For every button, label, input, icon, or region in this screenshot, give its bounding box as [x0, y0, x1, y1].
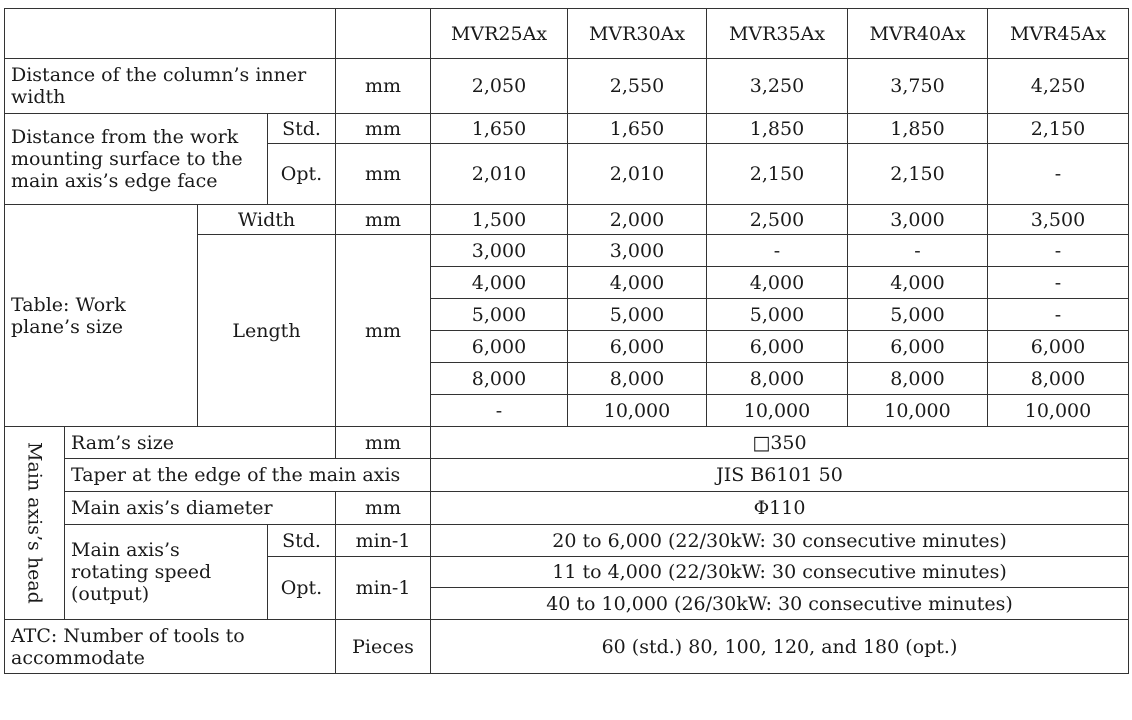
table-length-unit: mm [336, 235, 431, 427]
rotating-speed-opt-value: 40 to 10,000 (26/30kW: 30 consecutive minutes) [431, 588, 1129, 620]
table-row [5, 59, 1129, 114]
table-row [5, 114, 1129, 144]
table-length-value: 10,000 [707, 395, 848, 427]
table-size-label: Table: Work plane’s size [5, 205, 198, 427]
table-width-value: 3,500 [988, 205, 1129, 235]
table-length-value: 4,000 [848, 267, 988, 299]
header-model-1: MVR25Ax [431, 9, 568, 59]
header-blank-cell [5, 9, 336, 59]
column-width-value: 3,750 [848, 59, 988, 114]
table-length-value: 6,000 [707, 331, 848, 363]
ram-size-value: □350 [431, 427, 1129, 459]
table-length-value: 6,000 [431, 331, 568, 363]
table-length-value: - [988, 299, 1129, 331]
work-distance-opt-value: 2,010 [431, 144, 568, 205]
rotating-speed-unit: min-1 [336, 525, 431, 557]
spec-table [4, 8, 1129, 674]
work-distance-std-value: 1,850 [848, 114, 988, 144]
work-distance-unit: mm [336, 144, 431, 205]
column-width-value: 2,050 [431, 59, 568, 114]
work-distance-opt-value: 2,010 [568, 144, 707, 205]
table-width-value: 1,500 [431, 205, 568, 235]
table-length-value: 4,000 [707, 267, 848, 299]
atc-label: ATC: Number of tools to accommodate [5, 620, 336, 674]
table-row [5, 459, 1129, 492]
work-distance-opt-value: - [988, 144, 1129, 205]
main-axis-head-label: Main axis’s head [5, 427, 65, 620]
header-model-3: MVR35Ax [707, 9, 848, 59]
table-length-value: - [988, 267, 1129, 299]
table-length-value: 5,000 [568, 299, 707, 331]
table-length-value: 8,000 [431, 363, 568, 395]
taper-label: Taper at the edge of the main axis [65, 459, 431, 492]
table-length-value: 8,000 [707, 363, 848, 395]
table-length-value: 5,000 [848, 299, 988, 331]
ram-size-label: Ram’s size [65, 427, 336, 459]
table-row [5, 492, 1129, 525]
work-distance-opt-value: 2,150 [707, 144, 848, 205]
work-distance-std-value: 2,150 [988, 114, 1129, 144]
table-row [5, 525, 1129, 557]
diameter-value: Φ110 [431, 492, 1129, 525]
column-width-value: 4,250 [988, 59, 1129, 114]
table-length-value: 8,000 [848, 363, 988, 395]
ram-size-unit: mm [336, 427, 431, 459]
table-row [5, 205, 1129, 235]
column-width-value: 3,250 [707, 59, 848, 114]
column-width-label: Distance of the column’s inner width [5, 59, 336, 114]
table-length-value: 5,000 [431, 299, 568, 331]
table-length-value: 8,000 [988, 363, 1129, 395]
work-distance-std-label: Std. [268, 114, 336, 144]
header-model-2: MVR30Ax [568, 9, 707, 59]
table-length-value: 8,000 [568, 363, 707, 395]
table-length-value: 3,000 [568, 235, 707, 267]
column-width-value: 2,550 [568, 59, 707, 114]
table-width-value: 2,000 [568, 205, 707, 235]
table-row [5, 427, 1129, 459]
table-width-unit: mm [336, 205, 431, 235]
table-length-value: 3,000 [431, 235, 568, 267]
table-length-value: - [431, 395, 568, 427]
work-distance-std-value: 1,650 [431, 114, 568, 144]
table-length-label: Length [198, 235, 336, 427]
table-length-value: 10,000 [568, 395, 707, 427]
taper-value: JIS B6101 50 [431, 459, 1129, 492]
work-distance-std-value: 1,850 [707, 114, 848, 144]
table-length-value: 6,000 [988, 331, 1129, 363]
table-length-value: - [988, 235, 1129, 267]
work-distance-std-value: 1,650 [568, 114, 707, 144]
table-length-value: - [707, 235, 848, 267]
work-distance-opt-value: 2,150 [848, 144, 988, 205]
rotating-speed-unit: min-1 [336, 557, 431, 620]
diameter-label: Main axis’s diameter [65, 492, 336, 525]
rotating-speed-opt-value: 11 to 4,000 (22/30kW: 30 consecutive minutes) [431, 557, 1129, 588]
table-length-value: 10,000 [848, 395, 988, 427]
spec-table-container [4, 8, 1129, 674]
rotating-speed-opt-label: Opt. [268, 557, 336, 620]
table-length-value: 6,000 [848, 331, 988, 363]
rotating-speed-std-value: 20 to 6,000 (22/30kW: 30 consecutive minutes) [431, 525, 1129, 557]
table-length-value: 6,000 [568, 331, 707, 363]
table-length-value: 4,000 [431, 267, 568, 299]
work-distance-unit: mm [336, 114, 431, 144]
atc-value: 60 (std.) 80, 100, 120, and 180 (opt.) [431, 620, 1129, 674]
rotating-speed-std-label: Std. [268, 525, 336, 557]
header-unit-cell [336, 9, 431, 59]
table-length-value: 4,000 [568, 267, 707, 299]
work-distance-opt-label: Opt. [268, 144, 336, 205]
table-row [5, 620, 1129, 674]
table-width-label: Width [198, 205, 336, 235]
header-model-4: MVR40Ax [848, 9, 988, 59]
header-model-5: MVR45Ax [988, 9, 1129, 59]
work-distance-label: Distance from the work mounting surface to the main axis’s edge face [5, 114, 268, 205]
header-row [5, 9, 1129, 59]
table-length-value: 5,000 [707, 299, 848, 331]
table-length-value: 10,000 [988, 395, 1129, 427]
table-length-value: - [848, 235, 988, 267]
diameter-unit: mm [336, 492, 431, 525]
table-width-value: 2,500 [707, 205, 848, 235]
column-width-unit: mm [336, 59, 431, 114]
table-width-value: 3,000 [848, 205, 988, 235]
rotating-speed-label: Main axis’s rotating speed (output) [65, 525, 268, 620]
atc-unit: Pieces [336, 620, 431, 674]
